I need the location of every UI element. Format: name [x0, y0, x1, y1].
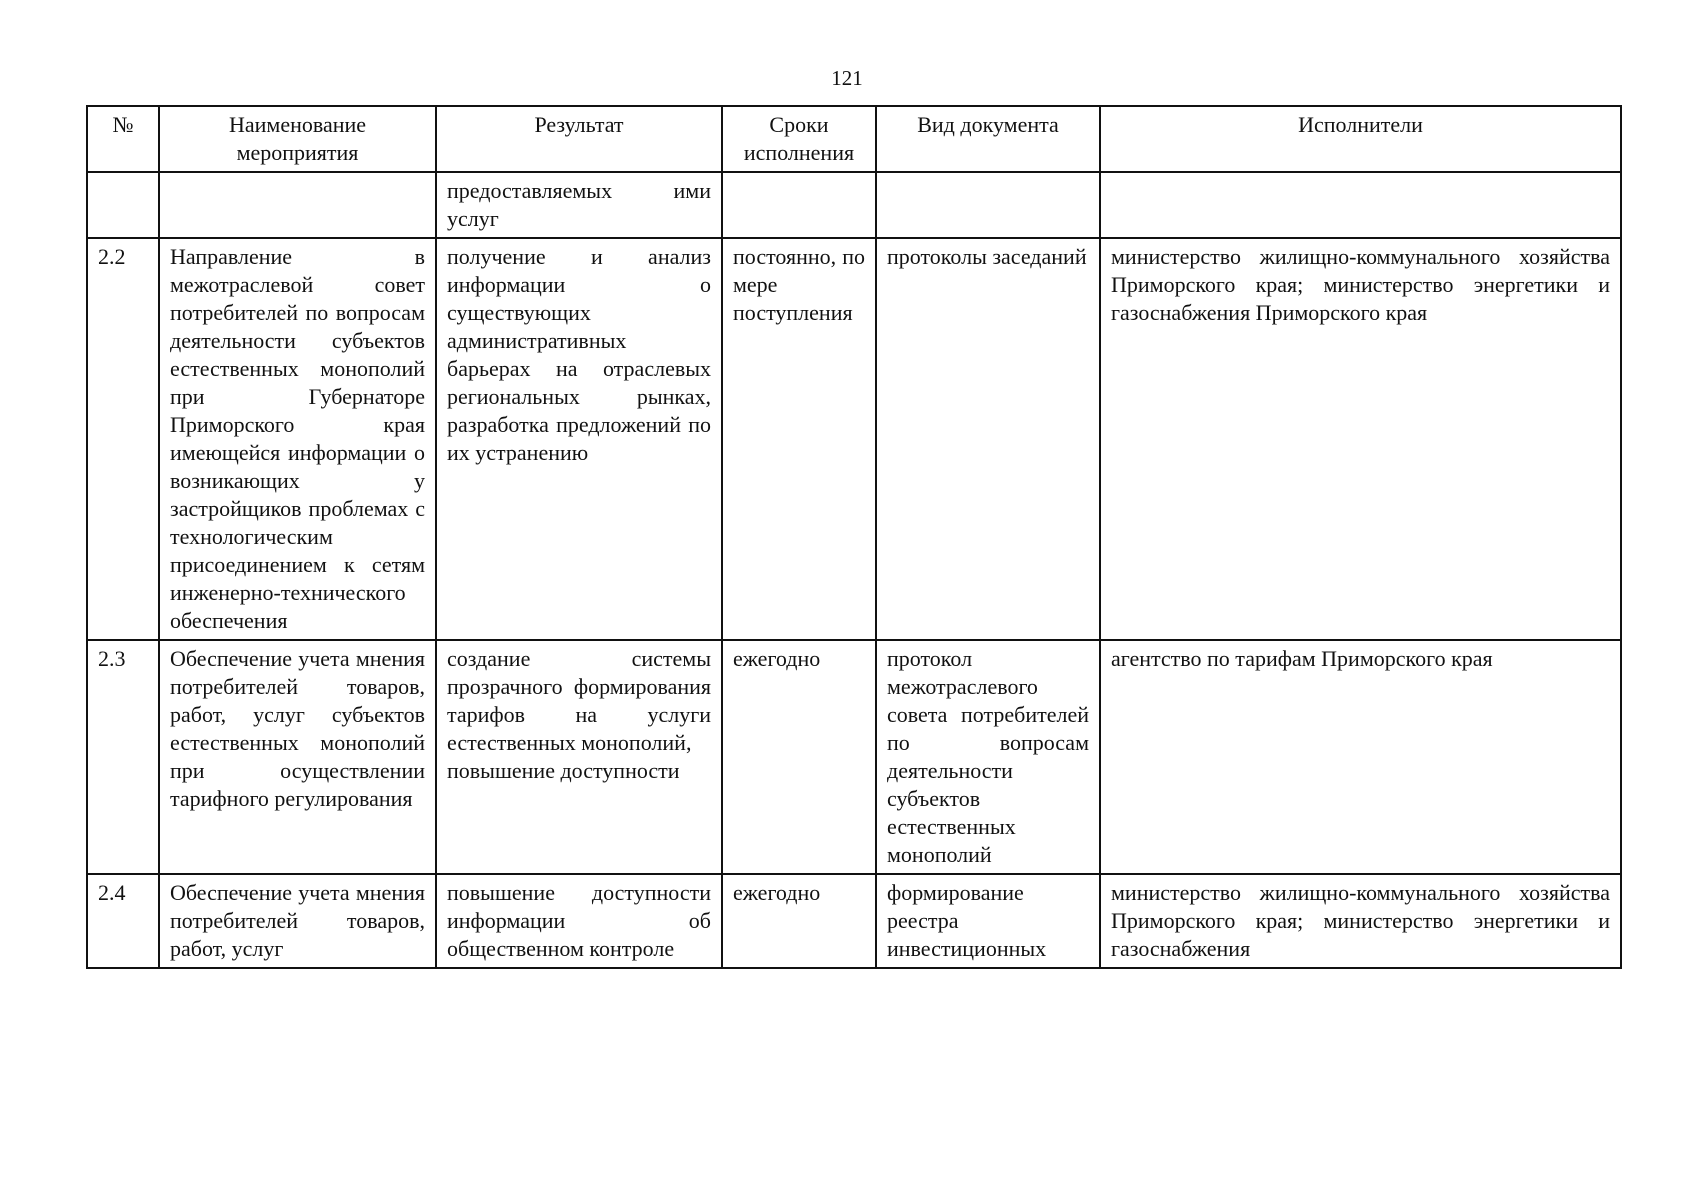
- header-doc: Вид документа: [876, 106, 1100, 172]
- header-executors: Исполнители: [1100, 106, 1621, 172]
- cell-result: [436, 640, 722, 874]
- table-row: [87, 640, 1621, 874]
- cell-num: 2.4: [87, 874, 159, 968]
- cell-deadline: ежегодно: [722, 640, 876, 874]
- header-name: Наименование мероприятия: [159, 106, 436, 172]
- header-num: №: [87, 106, 159, 172]
- cell-result-line: создание системы прозрачного формирования тарифов на услуги естественных монополий,: [447, 646, 711, 755]
- cell-deadline: [722, 172, 876, 238]
- cell-result: предоставляемых ими услуг: [436, 172, 722, 238]
- cell-executors: агентство по тарифам Приморского края: [1100, 640, 1621, 874]
- header-result: Результат: [436, 106, 722, 172]
- measures-table: [86, 105, 1622, 969]
- cell-executors: [1100, 172, 1621, 238]
- cell-executors: министерство жилищно-коммунального хозяйства Приморского края; министерство энергетики и газоснабжения: [1100, 874, 1621, 968]
- cell-deadline: ежегодно: [722, 874, 876, 968]
- cell-num: [87, 172, 159, 238]
- cell-name: [159, 172, 436, 238]
- cell-num: 2.3: [87, 640, 159, 874]
- cell-result: получение и анализ информации о существующих административных барьерах на отраслевых региональных рынках, разработка предложений по их устранению: [436, 238, 722, 640]
- page-number: 121: [831, 66, 863, 90]
- table-header-row: [87, 106, 1621, 172]
- cell-executors: министерство жилищно-коммунального хозяйства Приморского края; министерство энергетики и газоснабжения Приморского края: [1100, 238, 1621, 640]
- cell-deadline: постоянно, по мере поступления: [722, 238, 876, 640]
- cell-num: 2.2: [87, 238, 159, 640]
- cell-name: Обеспечение учета мнения потребителей товаров, работ, услуг: [159, 874, 436, 968]
- cell-doc: протокол межотраслевого совета потребителей по вопросам деятельности субъектов естественных монополий: [876, 640, 1100, 874]
- cell-doc: протоколы заседаний: [876, 238, 1100, 640]
- cell-doc: [876, 172, 1100, 238]
- table-row: [87, 874, 1621, 968]
- cell-result-line: повышение доступности: [447, 758, 680, 783]
- cell-name: Направление в межотраслевой совет потребителей по вопросам деятельности субъектов естественных монополий при Губернаторе Приморского края имеющейся информации о возникающих у застройщиков проблемах с технологическим присоединением к сетям инженерно-технического обеспечения: [159, 238, 436, 640]
- table-row: [87, 238, 1621, 640]
- cell-doc: формирование реестра инвестиционных: [876, 874, 1100, 968]
- table-row-continuation: [87, 172, 1621, 238]
- header-deadline: Сроки исполнения: [722, 106, 876, 172]
- cell-name: Обеспечение учета мнения потребителей товаров, работ, услуг субъектов естественных монополий при осуществлении тарифного регулирования: [159, 640, 436, 874]
- cell-result: повышение доступности информации об общественном контроле: [436, 874, 722, 968]
